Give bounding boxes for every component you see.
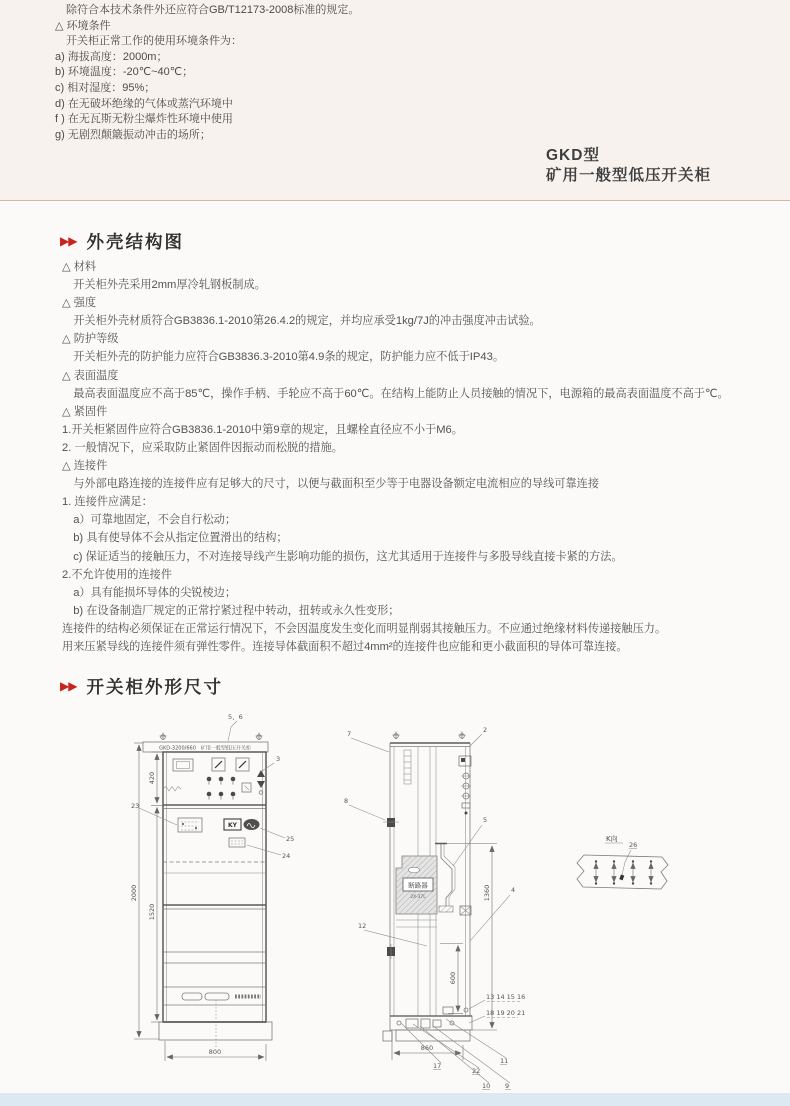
meter-display	[173, 759, 193, 771]
front-view-drawing	[130, 713, 294, 1061]
spec-line: 开关柜外壳采用2mm厚冷轧钢板制成。	[62, 279, 266, 292]
callout-number: 10	[482, 1082, 491, 1090]
dimension-label: 860	[420, 1044, 434, 1052]
spec-line: △ 防护等级	[62, 333, 119, 346]
section-arrows-icon: ▶▶	[60, 679, 77, 693]
spec-line: g) 无剧烈颠簸振动冲击的场所；	[55, 128, 211, 141]
callout-number: 5	[483, 816, 488, 824]
callout-number: 3	[276, 755, 281, 763]
spec-line: △ 强度	[62, 297, 97, 310]
wall-bolt	[387, 818, 395, 827]
spec-line: 最高表面温度应不高于85℃，操作手柄、手轮应不高于60℃。在结构上能防止人员接触的情况下，电源箱的最高表面温度不高于℃。	[62, 387, 729, 400]
dimension-label: 2000	[130, 884, 138, 902]
spec-line: △ 材料	[62, 261, 97, 273]
technical-drawing	[0, 705, 790, 1106]
breaker-model: 2X-37L	[410, 895, 426, 900]
callout-number: 4	[511, 886, 516, 894]
eyebolt-icon	[393, 732, 400, 740]
callout-number: 7	[347, 730, 352, 738]
spec-line: b) 在设备制造厂规定的正常拧紧过程中转动，扭转或永久性变形；	[62, 604, 400, 617]
callout-number: 11	[500, 1057, 509, 1065]
callout-number: 2	[483, 726, 488, 734]
breaker-label: 断路器	[408, 881, 428, 890]
schematic-symbol	[163, 787, 181, 792]
spec-line: 用来压紧导线的连接件须有弹性零件。连接导体截面积不超过4mm²的连接件也应能和更小截面积的导体可靠连接。	[62, 640, 628, 653]
spec-line: 1. 连接件应满足：	[62, 496, 153, 509]
spec-line: f ) 在无瓦斯无粉尘爆炸性环境中使用	[55, 113, 233, 126]
callout-number: 13 14 15 16	[486, 993, 526, 1001]
callout-number: 8	[344, 797, 349, 805]
spec-line: d) 在无破坏绝缘的气体或蒸汽环境中	[55, 97, 233, 110]
front-dimensions	[130, 743, 266, 1061]
spec-line: △ 表面温度	[62, 369, 119, 382]
spec-line: 2.不允许使用的连接件	[62, 568, 173, 581]
callout-number: 12	[358, 922, 367, 930]
door-hardware	[459, 756, 471, 1012]
eyebolt-icon	[160, 733, 167, 741]
warning-plate	[229, 838, 245, 847]
product-model: GKD型	[546, 147, 600, 164]
eyebolt-icon	[256, 733, 263, 741]
product-name: 矿用一般型低压开关柜	[546, 166, 712, 184]
front-callouts	[131, 713, 294, 860]
product-title	[546, 146, 711, 185]
section-title: 外壳结构图	[86, 231, 184, 252]
callout-number: 5、6	[228, 713, 243, 721]
cabinet-nameplate-text: GKD-3200/660 矿用一般型低压开关柜	[159, 745, 251, 752]
indicator-lamps	[207, 777, 236, 800]
slot-symbols	[595, 860, 652, 884]
spec-line: a）可靠地固定，不会自行松动；	[62, 514, 237, 527]
cable-duct	[404, 750, 411, 784]
callout-number: 26	[629, 841, 638, 849]
ky-badge-text: KY	[228, 822, 237, 829]
section-heading-dimensions	[60, 674, 223, 698]
spec-line: b) 具有使导体不会从指定位置滑出的结构；	[62, 532, 288, 545]
side-view-drawing	[344, 726, 525, 1090]
page-footer-strip	[0, 1093, 790, 1106]
view-direction-label: K向	[606, 835, 618, 843]
brand-logo-badge	[244, 819, 260, 830]
section-heading-shell	[60, 229, 184, 253]
callout-number: 24	[282, 852, 291, 860]
dimension-label: 800	[208, 1048, 222, 1056]
spec-line: b) 环境温度：-20℃~40℃；	[55, 66, 194, 79]
dimension-label: 1360	[483, 884, 491, 902]
side-base	[383, 1016, 472, 1041]
spec-line: 连接件的结构必须保证在正常运行情况下，不会因温度发生变化而明显削弱其接触压力。不应通过绝缘材料传递接触压力。	[62, 622, 667, 635]
spec-line: 除符合本技术条件外还应符合GB/T12173-2008标准的规定。	[55, 4, 360, 16]
eyebolt-icon	[459, 732, 466, 740]
circuit-breaker	[396, 856, 437, 927]
operating-handle	[257, 770, 265, 794]
spec-line: 1.开关柜紧固件应符合GB3836.1-2010中第9章的规定，且螺栓直径应不小于M6。	[62, 423, 463, 436]
k-view-detail	[577, 834, 668, 889]
callout-number: 18 19 20 21	[486, 1009, 526, 1017]
shell-spec-block	[62, 258, 777, 656]
spec-line: 开关柜正常工作的使用环境条件为：	[55, 35, 242, 48]
spec-line: a）具有能损坏导体的尖锐棱边；	[62, 586, 237, 599]
dimension-label: 420	[148, 771, 156, 785]
busbar-bracket	[435, 844, 455, 913]
callout-number: 25	[286, 835, 295, 843]
spec-line: c) 保证适当的接触压力，不对连接导线产生影响功能的损伤，这尤其适用于连接件与多股导线直接卡紧的方法。	[62, 550, 623, 563]
header-divider	[0, 200, 790, 201]
callout-number: 22	[472, 1067, 481, 1075]
intro-spec-block	[55, 3, 765, 143]
rating-plate	[178, 818, 202, 832]
spec-line: △ 环境条件	[55, 19, 111, 32]
spec-line: 开关柜外壳材质符合GB3836.1-2010第26.4.2的规定，并均应承受1kg/7J的冲击强度冲击试验。	[62, 315, 541, 328]
dimension-label: 1520	[148, 903, 156, 921]
spec-line: 2. 一般情况下，应采取防止紧固件因振动而松脱的措施。	[62, 441, 343, 454]
spec-line: △ 紧固件	[62, 405, 108, 418]
spec-line: a) 海拔高度：2000m；	[55, 50, 168, 63]
spec-line: 与外部电路连接的连接件应有足够大的尺寸，以便与截面积至少等于电器设备额定电流相应的导线可靠连接	[62, 478, 600, 491]
vent-slot	[205, 993, 229, 1000]
callout-number: 17	[433, 1062, 442, 1070]
section-title: 开关柜外形尺寸	[86, 676, 223, 697]
dimension-label: 600	[449, 971, 457, 985]
callout-number: 9	[505, 1082, 510, 1090]
vent-slot	[182, 993, 202, 1000]
spec-line: 开关柜外壳的防护能力应符合GB3836.3-2010第4.9条的规定，防护能力应不低于IP43。	[62, 351, 505, 364]
spec-line: △ 连接件	[62, 460, 108, 473]
callout-number: 23	[131, 802, 140, 810]
spec-line: c) 相对湿度：95%；	[55, 81, 156, 94]
section-arrows-icon: ▶▶	[60, 234, 77, 248]
